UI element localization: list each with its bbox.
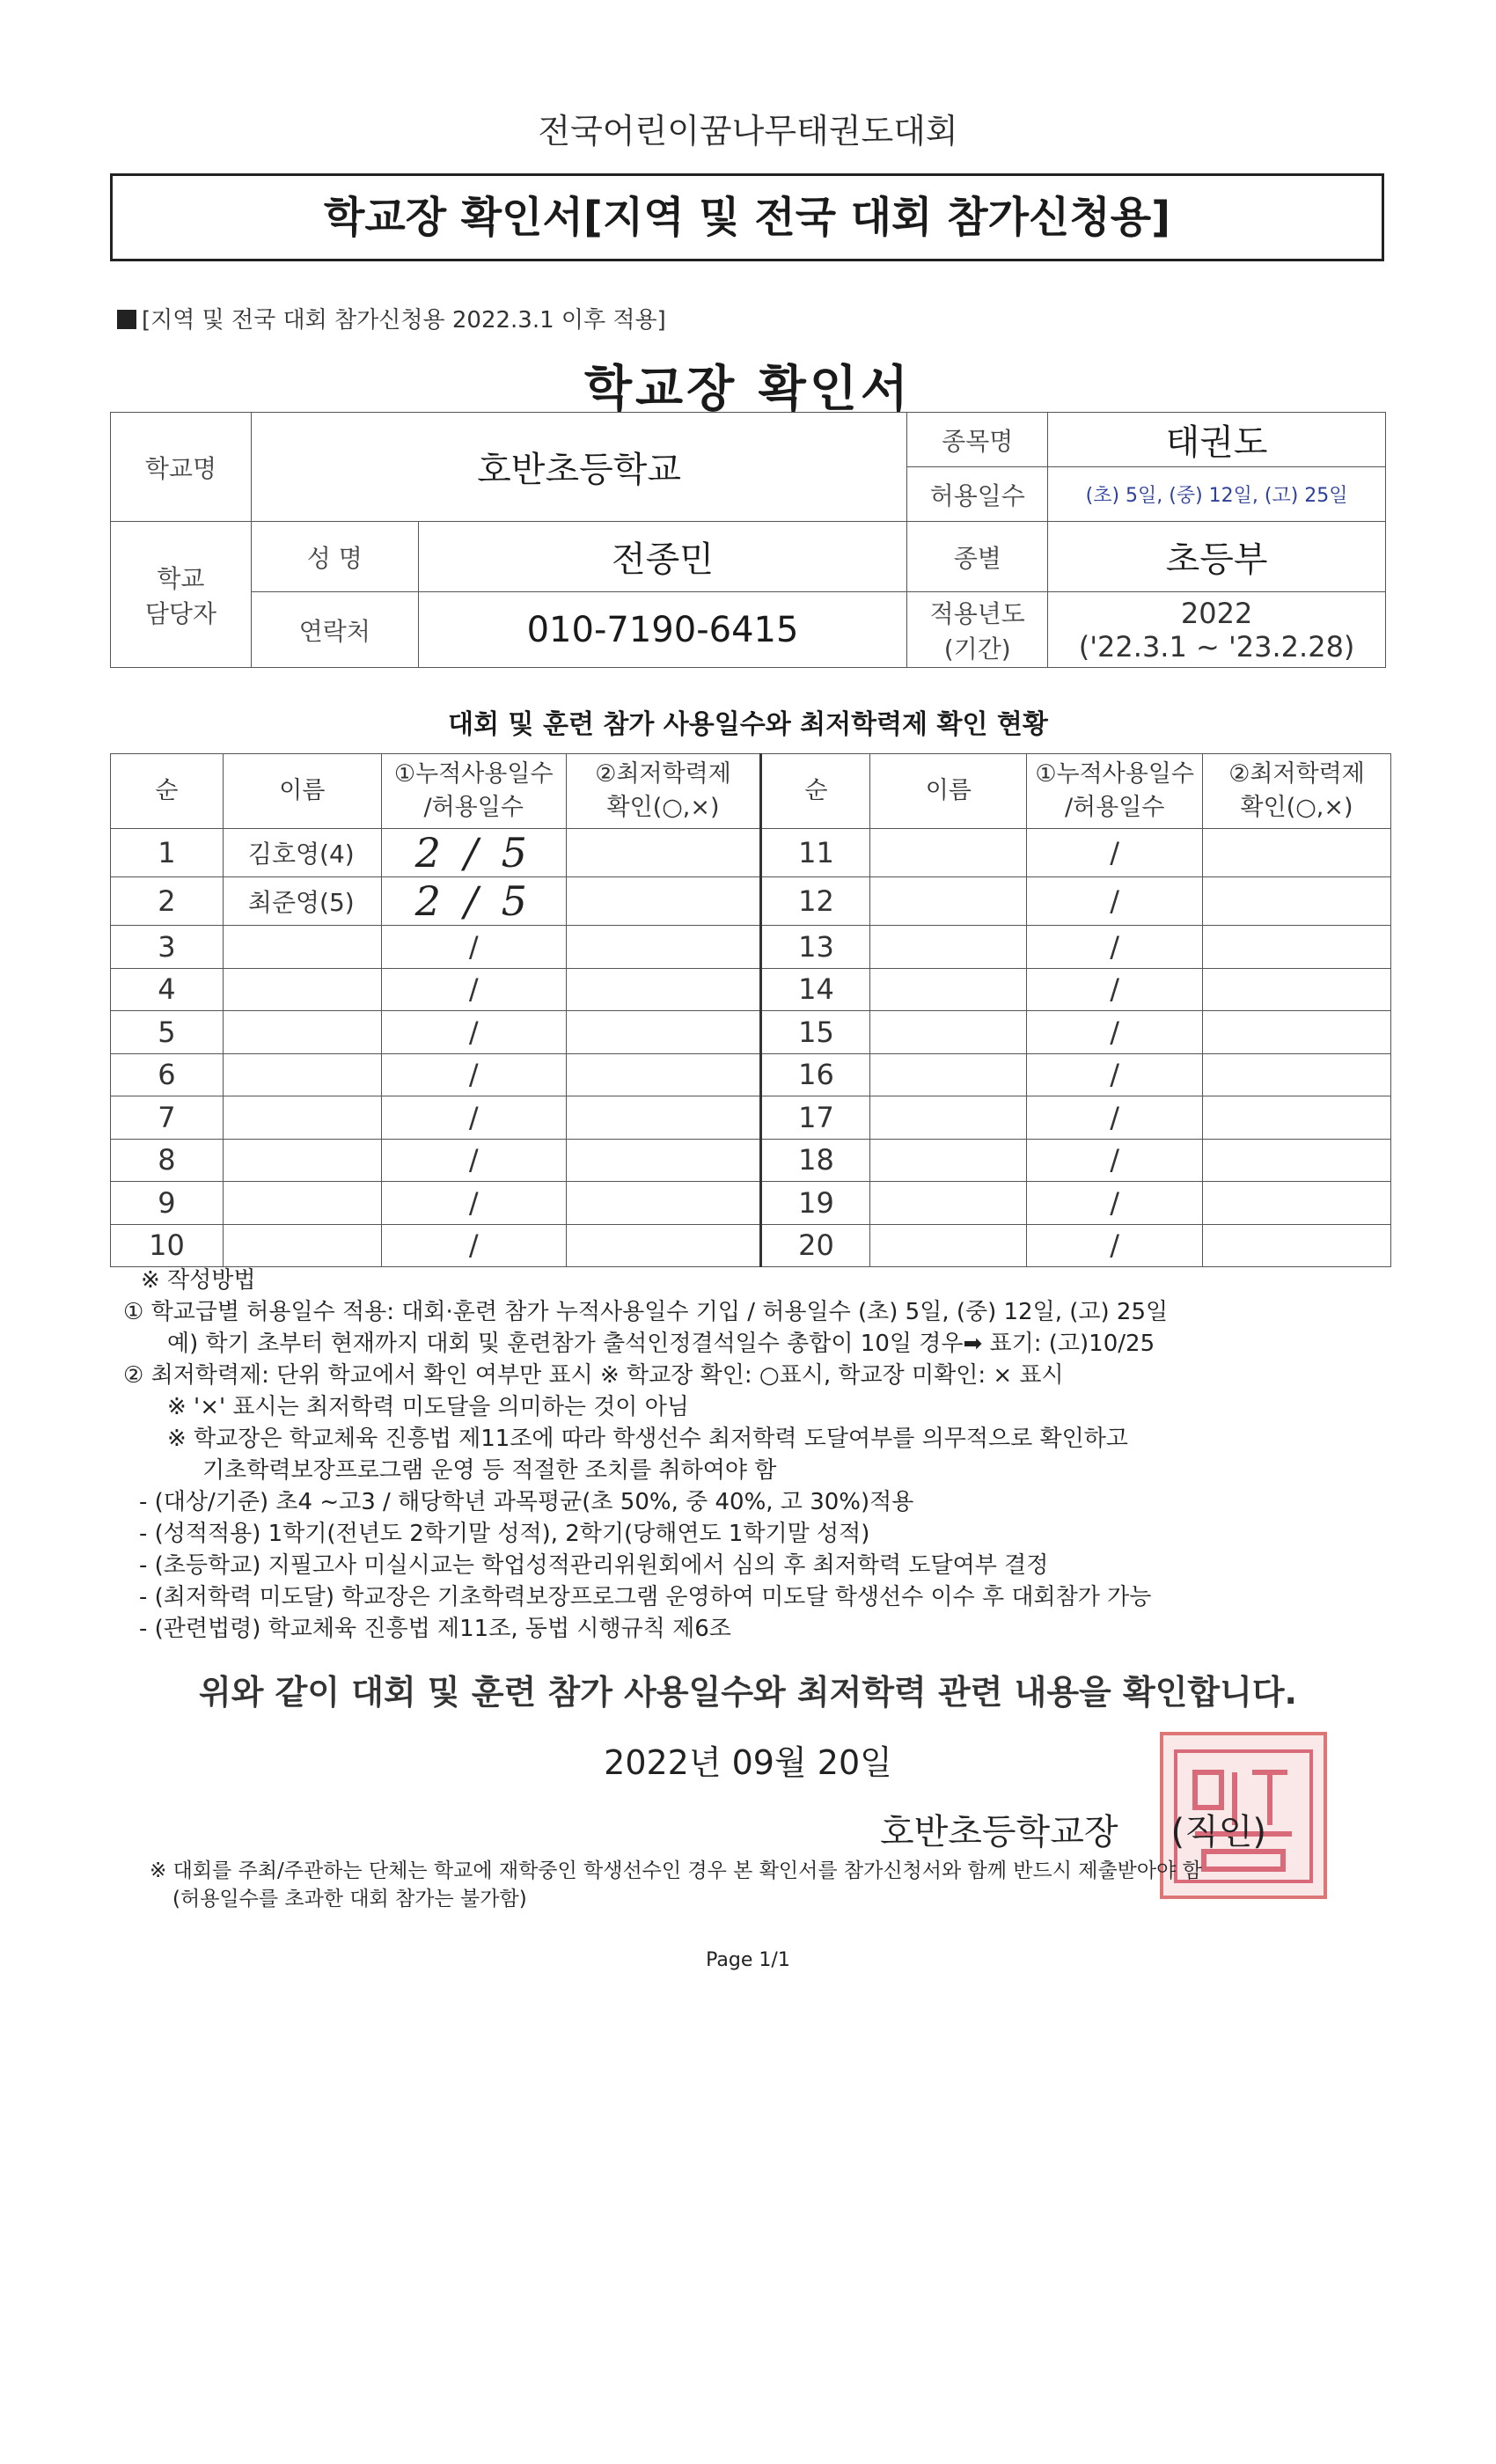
row-check <box>566 1182 761 1225</box>
allowed-days-value: (초) 5일, (중) 12일, (고) 25일 <box>1048 467 1386 522</box>
row-no: 18 <box>761 1139 870 1182</box>
row-name <box>870 1096 1027 1140</box>
instruction-line: - (초등학교) 지필고사 미실시교는 학업성적관리위원회에서 심의 후 최저학력 도달여부 결정 <box>139 1552 1049 1579</box>
row-check <box>1203 968 1391 1011</box>
header-name-right: 이름 <box>870 754 1027 829</box>
row-days: / <box>381 1139 566 1182</box>
year-value: 2022 <box>1180 596 1253 630</box>
row-no: 16 <box>761 1053 870 1096</box>
row-days: / <box>1027 877 1203 926</box>
row-no: 10 <box>111 1224 224 1267</box>
row-check <box>1203 1139 1391 1182</box>
table-row <box>111 1053 1391 1096</box>
row-check <box>566 1224 761 1267</box>
category-label: 종별 <box>907 522 1048 592</box>
row-days: / <box>1027 968 1203 1011</box>
table-row <box>111 877 1391 926</box>
row-check <box>566 829 761 877</box>
header-check <box>566 754 761 829</box>
row-no: 1 <box>111 829 224 877</box>
row-name <box>870 1011 1027 1054</box>
row-days: / <box>1027 1096 1203 1140</box>
row-days: / <box>381 1224 566 1267</box>
row-no: 15 <box>761 1011 870 1054</box>
row-no: 8 <box>111 1139 224 1182</box>
header-check-right <box>1203 754 1391 829</box>
row-days: / <box>1027 1053 1203 1096</box>
row-days: / <box>381 1182 566 1225</box>
footnote <box>150 1857 1202 1913</box>
row-days: / <box>1027 1139 1203 1182</box>
row-name <box>223 1011 381 1054</box>
year-cell <box>1048 592 1386 668</box>
row-no: 5 <box>111 1011 224 1054</box>
table-row <box>111 1011 1391 1054</box>
manager-label-line1: 학교 <box>157 563 205 593</box>
row-days: / <box>1027 1182 1203 1225</box>
row-check <box>1203 1011 1391 1054</box>
row-name: 김호영(4) <box>223 829 381 877</box>
row-name <box>223 1139 381 1182</box>
row-name <box>870 877 1027 926</box>
instructions <box>123 1265 1399 1645</box>
row-name <box>223 1224 381 1267</box>
applicability-note <box>117 302 666 334</box>
manager-name: 전종민 <box>418 522 907 592</box>
row-no: 3 <box>111 926 224 969</box>
header-days <box>381 754 566 829</box>
row-name <box>223 968 381 1011</box>
school-name: 호반초등학교 <box>251 413 906 522</box>
footnote-line: (허용일수를 초과한 대회 참가는 불가함) <box>172 1888 527 1910</box>
row-days: / <box>1027 1011 1203 1054</box>
participation-table <box>110 753 1391 1267</box>
instruction-heading: ※ 작성방법 <box>141 1267 256 1294</box>
instruction-line: ① 학교급별 허용일수 적용: 대회·훈련 참가 누적사용일수 기입 / 허용일수 (초) 5일, (중) 12일, (고) 25일 <box>123 1299 1169 1325</box>
contact-value: 010-7190-6415 <box>418 592 907 668</box>
header-days-right-line2: /허용일수 <box>1064 794 1165 821</box>
row-no: 13 <box>761 926 870 969</box>
table-row <box>111 1096 1391 1140</box>
row-check <box>1203 829 1391 877</box>
sport-value: 태권도 <box>1048 413 1386 467</box>
instruction-line: 예) 학기 초부터 현재까지 대회 및 훈련참가 출석인정결석일수 총합이 10일 경우➡ 표기: (고)10/25 <box>167 1331 1155 1357</box>
instruction-line: 기초학력보장프로그램 운영 등 적절한 조치를 취하여야 함 <box>202 1457 777 1484</box>
row-name <box>223 1096 381 1140</box>
name-label: 성 명 <box>251 522 418 592</box>
row-no: 17 <box>761 1096 870 1140</box>
table-row <box>111 926 1391 969</box>
row-days: / <box>381 968 566 1011</box>
footnote-line: ※ 대회를 주최/주관하는 단체는 학교에 재학중인 학생선수인 경우 본 확인서를 참가신청서와 함께 반드시 제출받아야 함 <box>150 1859 1202 1882</box>
row-name <box>223 926 381 969</box>
event-title: 전국어린이꿈나무태권도대회 <box>538 112 958 150</box>
row-name: 최준영(5) <box>223 877 381 926</box>
note-text: [지역 및 전국 대회 참가신청용 2022.3.1 이후 적용] <box>142 307 666 334</box>
row-no: 4 <box>111 968 224 1011</box>
row-no: 2 <box>111 877 224 926</box>
instruction-line: ※ '×' 표시는 최저학력 미도달을 의미하는 것이 아님 <box>167 1394 689 1420</box>
row-check <box>1203 1096 1391 1140</box>
row-days: / <box>381 1053 566 1096</box>
row-check <box>1203 1182 1391 1225</box>
header-days-line2: /허용일수 <box>423 794 524 821</box>
signature-date: 2022년 09월 20일 <box>604 1743 892 1782</box>
period-value: ('22.3.1 ~ '23.2.28) <box>1078 629 1355 664</box>
manager-label-line2: 담당자 <box>144 598 217 628</box>
row-name <box>870 1224 1027 1267</box>
row-check <box>566 1011 761 1054</box>
row-name <box>223 1053 381 1096</box>
category-value: 초등부 <box>1048 522 1386 592</box>
row-no: 9 <box>111 1182 224 1225</box>
row-days: / <box>1027 1224 1203 1267</box>
row-check <box>1203 877 1391 926</box>
row-check <box>566 1096 761 1140</box>
header-check-line2: 확인(○,×) <box>606 794 720 821</box>
header-days-right <box>1027 754 1203 829</box>
header-no: 순 <box>111 754 224 829</box>
instruction-line: - (대상/기준) 초4 ~고3 / 해당학년 과목평균(초 50%, 중 40%, 고 30%)적용 <box>139 1489 914 1515</box>
row-no: 6 <box>111 1053 224 1096</box>
row-name <box>870 1139 1027 1182</box>
table-row <box>111 1139 1391 1182</box>
main-title: 학교장 확인서 <box>583 361 913 418</box>
header-check-line1: ②최저학력제 <box>595 760 731 788</box>
row-check <box>566 1053 761 1096</box>
row-name <box>870 1053 1027 1096</box>
year-label-line1: 적용년도 <box>929 598 1025 628</box>
header-no-right: 순 <box>761 754 870 829</box>
header-days-right-line1: ①누적사용일수 <box>1035 760 1195 788</box>
instruction-line: - (최저학력 미도달) 학교장은 기초학력보장프로그램 운영하여 미도달 학생선수 이수 후 대회참가 가능 <box>139 1584 1152 1610</box>
year-label <box>907 592 1048 668</box>
page-number: Page 1/1 <box>706 1949 790 1971</box>
row-name <box>870 829 1027 877</box>
year-label-line2: (기간) <box>943 634 1011 664</box>
row-days: / <box>1027 926 1203 969</box>
row-name <box>870 926 1027 969</box>
row-no: 12 <box>761 877 870 926</box>
document-title-box: 학교장 확인서[지역 및 전국 대회 참가신청용] <box>110 173 1384 261</box>
header-days-line1: ①누적사용일수 <box>393 760 554 788</box>
instruction-line: - (관련법령) 학교체육 진흥법 제11조, 동법 시행규칙 제6조 <box>139 1616 731 1642</box>
row-days: / <box>381 1096 566 1140</box>
seal-label: (직인) <box>1170 1812 1266 1852</box>
contact-label: 연락처 <box>251 592 418 668</box>
school-info-table <box>110 412 1386 668</box>
row-check <box>1203 926 1391 969</box>
row-no: 11 <box>761 829 870 877</box>
row-days: / <box>381 1011 566 1054</box>
row-check <box>1203 1224 1391 1267</box>
header-check-right-line1: ②최저학력제 <box>1228 760 1365 788</box>
row-check <box>1203 1053 1391 1096</box>
header-name: 이름 <box>223 754 381 829</box>
manager-label <box>111 522 252 668</box>
row-check <box>566 877 761 926</box>
instruction-line: ② 최저학력제: 단위 학교에서 확인 여부만 표시 ※ 학교장 확인: ○표시, 학교장 미확인: × 표시 <box>123 1362 1064 1389</box>
table-row <box>111 968 1391 1011</box>
table-row <box>111 1224 1391 1267</box>
table-row <box>111 829 1391 877</box>
row-name <box>223 1182 381 1225</box>
section-title: 대회 및 훈련 참가 사용일수와 최저학력제 확인 현황 <box>448 709 1048 740</box>
row-name <box>870 1182 1027 1225</box>
row-no: 14 <box>761 968 870 1011</box>
row-days: / <box>1027 829 1203 877</box>
table-row <box>111 1182 1391 1225</box>
instruction-line: - (성적적용) 1학기(전년도 2학기말 성적), 2학기(당해연도 1학기말 성적) <box>139 1521 870 1547</box>
principal-name: 호반초등학교장 <box>880 1812 1118 1852</box>
row-check <box>566 968 761 1011</box>
row-days: / <box>381 926 566 969</box>
header-check-right-line2: 확인(○,×) <box>1240 794 1353 821</box>
instruction-line: ※ 학교장은 학교체육 진흥법 제11조에 따라 학생선수 최저학력 도달여부를 의무적으로 확인하고 <box>167 1426 1128 1452</box>
days-label: 허용일수 <box>907 467 1048 522</box>
row-check <box>566 1139 761 1182</box>
sport-label: 종목명 <box>907 413 1048 467</box>
principal-signature <box>880 1804 1266 1854</box>
school-label: 학교명 <box>111 413 252 522</box>
row-no: 7 <box>111 1096 224 1140</box>
row-no: 20 <box>761 1224 870 1267</box>
row-check <box>566 926 761 969</box>
row-no: 19 <box>761 1182 870 1225</box>
row-name <box>870 968 1027 1011</box>
confirmation-statement: 위와 같이 대회 및 훈련 참가 사용일수와 최저학력 관련 내용을 확인합니다. <box>199 1673 1297 1712</box>
square-bullet-icon <box>117 310 136 329</box>
row-days: 2 / 5 <box>381 829 566 877</box>
row-days: 2 / 5 <box>381 877 566 926</box>
